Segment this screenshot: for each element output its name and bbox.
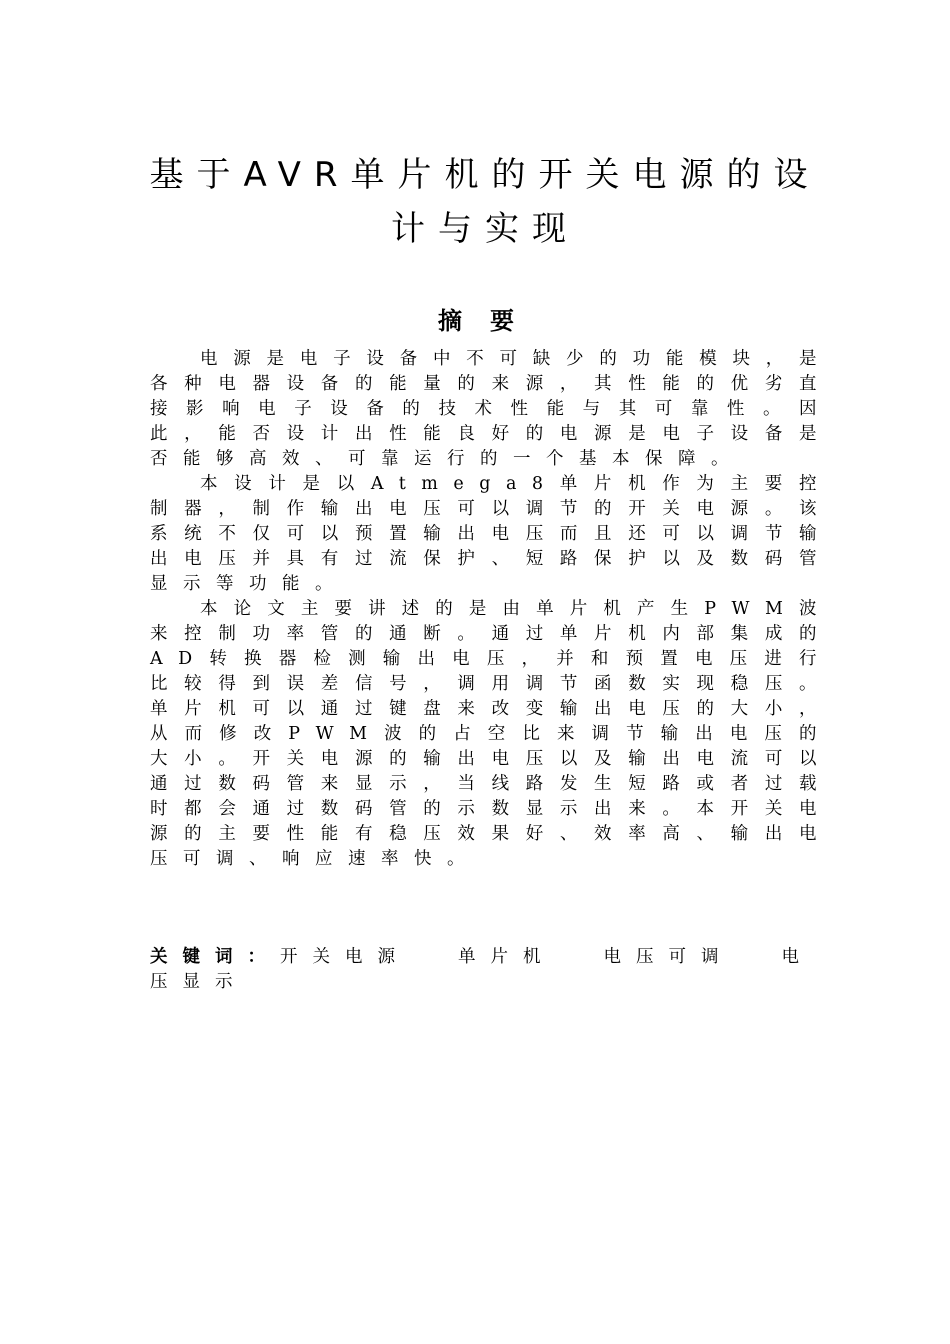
keyword-item: 开关电源 — [280, 947, 410, 967]
abstract-paragraph: 本论文主要讲述的是由单片机产生PWM波来控制功率管的通断。通过单片机内部集成的AD转换器检测输出电压，并和预置电压进行比较得到误差信号，调用调节函数实现稳压。单片机可以通过键盘来改变输出电压的大小，从而修改PWM波的占空比来调节输出电压的大小。开关电源的输出电压以及输出电流可以通过数码管来显示，当线路发生短路或者过载时都会通过数码管的示数显示出来。本开关电源的主要性能有稳压效果好、效率高、输出电压可调、响应速率快。 — [150, 599, 832, 869]
keywords-label: 关键词： — [150, 947, 280, 967]
abstract-body — [150, 347, 832, 872]
keywords-line — [150, 945, 832, 995]
abstract-heading: 摘要 — [438, 307, 542, 335]
keyword-item: 单片机 — [458, 947, 556, 967]
abstract-paragraph: 本设计是以Atmega8单片机作为主要控制器，制作输出电压可以调节的开关电源。该系统不仅可以预置输出电压而且还可以调节输出电压并具有过流保护、短路保护以及数码管显示等功能。 — [150, 474, 832, 594]
document-title: 基于AVR单片机的开关电源的设计与实现 — [149, 155, 821, 249]
keyword-item: 电压显示 — [150, 947, 814, 992]
abstract-paragraph: 电源是电子设备中不可缺少的功能模块，是各种电器设备的能量的来源，其性能的优劣直接影响电子设备的技术性能与其可靠性。因此，能否设计出性能良好的电源是电子设备是否能够高效、可靠运行的一个基本保障。 — [150, 349, 832, 469]
keyword-item: 电压可调 — [603, 947, 734, 967]
